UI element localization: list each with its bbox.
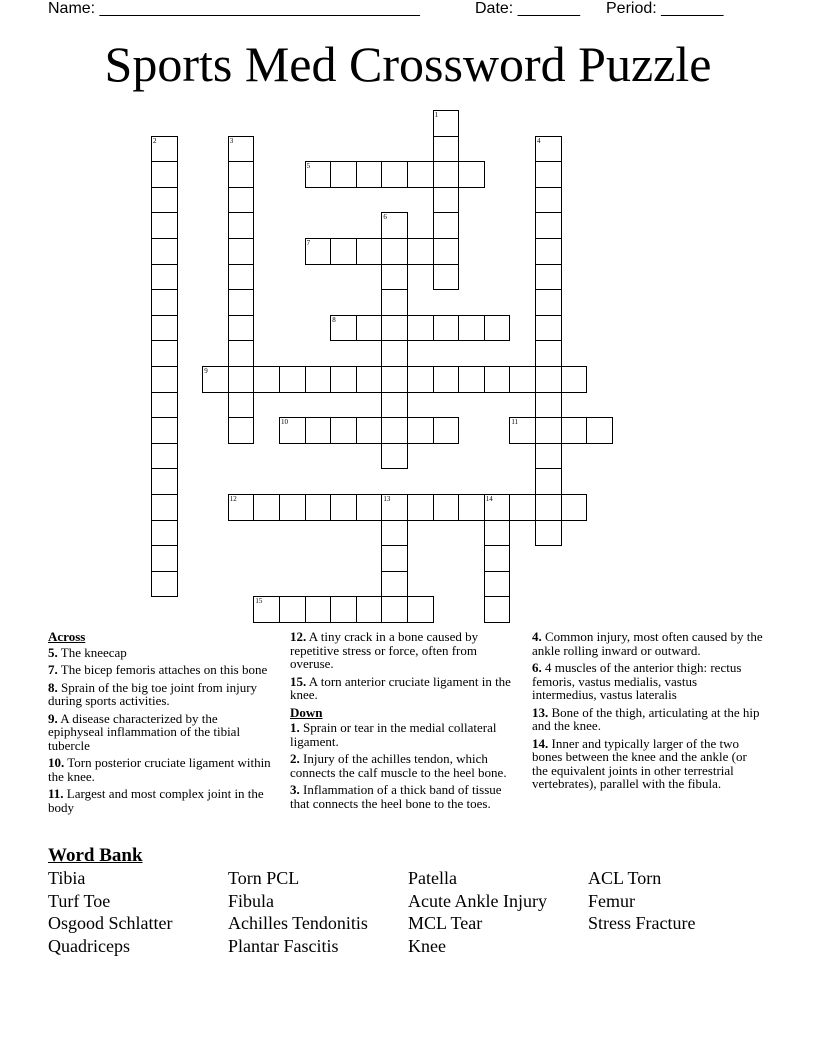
grid-cell[interactable] (586, 417, 613, 444)
grid-cell[interactable] (535, 187, 562, 214)
grid-cell[interactable] (381, 238, 408, 265)
clues-column-3 (532, 630, 764, 795)
grid-cell[interactable] (407, 596, 434, 623)
clues-column-1 (48, 630, 273, 818)
grid-cell[interactable] (253, 494, 280, 521)
grid-cell[interactable] (253, 596, 280, 623)
grid-cell[interactable] (535, 212, 562, 239)
grid-cell[interactable] (433, 417, 460, 444)
date-field[interactable]: Date: _______ (475, 0, 580, 17)
grid-cell[interactable] (433, 110, 460, 137)
cell-number: 3 (229, 136, 234, 145)
grid-cell[interactable] (484, 315, 511, 342)
grid-cell[interactable] (356, 315, 383, 342)
cell-number: 8 (332, 315, 336, 324)
grid-cell[interactable] (458, 494, 485, 521)
grid-cell[interactable] (381, 212, 408, 239)
grid-cell[interactable] (509, 417, 536, 444)
cell-number: 7 (306, 239, 311, 247)
grid-cell[interactable] (381, 417, 408, 444)
grid-cell[interactable] (381, 494, 408, 521)
grid-cell[interactable] (151, 366, 178, 393)
grid-cell[interactable] (151, 494, 178, 521)
grid-cell[interactable] (407, 238, 434, 265)
grid-cell[interactable] (330, 494, 357, 521)
grid-cell[interactable] (305, 417, 332, 444)
grid-cell[interactable] (151, 289, 178, 316)
grid-cell[interactable] (381, 571, 408, 598)
grid-cell[interactable] (330, 596, 357, 623)
grid-cell[interactable] (151, 238, 178, 265)
word-bank-item: Tibia (48, 868, 86, 888)
grid-cell[interactable] (433, 238, 460, 265)
grid-cell[interactable] (228, 264, 255, 291)
cell-number: 10 (281, 418, 288, 427)
grid-cell[interactable] (228, 494, 255, 521)
word-bank-item: Achilles Tendonitis (228, 913, 368, 933)
grid-cell[interactable] (228, 238, 255, 265)
grid-cell[interactable] (509, 494, 536, 521)
cell-number: 6 (383, 213, 387, 222)
grid-cell[interactable] (330, 366, 357, 393)
grid-cell[interactable] (381, 161, 408, 188)
clue-down: 14. Inner and typically larger of the two bones between the knee and the ankle (or the equivalent joints in other terrestrial vertebrates), parallel with the fibula. (532, 735, 747, 791)
grid-cell[interactable] (356, 417, 383, 444)
grid-cell[interactable] (458, 315, 485, 342)
grid-cell[interactable] (433, 315, 460, 342)
cell-number: 13 (383, 495, 391, 503)
word-bank-item: Patella (408, 868, 457, 888)
clue-across: 15. A torn anterior cruciate ligament in the knee. (290, 673, 511, 702)
word-bank-item: Femur (588, 891, 635, 911)
grid-cell[interactable] (151, 340, 178, 367)
clue-down: 3. Inflammation of a thick band of tissue that connects the heel bone to the toes. (290, 782, 502, 811)
grid-cell[interactable] (228, 212, 255, 239)
word-bank-item: Osgood Schlatter (48, 913, 173, 933)
word-bank-item: Torn PCL (228, 868, 300, 888)
page-title: Sports Med Crossword Puzzle (104, 36, 712, 92)
grid-cell[interactable] (535, 136, 562, 163)
grid-cell[interactable] (535, 443, 562, 470)
grid-cell[interactable] (407, 494, 434, 521)
clue-down: 6. 4 muscles of the anterior thigh: rectus femoris, vastus medialis, vastus intermedius, vastus lateralis (532, 660, 742, 702)
grid-cell[interactable] (151, 187, 178, 214)
grid-cell[interactable] (433, 366, 460, 393)
clues-column-2 (290, 630, 515, 814)
grid-cell[interactable] (228, 289, 255, 316)
grid-cell[interactable] (305, 161, 332, 188)
grid-cell[interactable] (228, 187, 255, 214)
grid-cell[interactable] (356, 596, 383, 623)
grid-cell[interactable] (330, 315, 357, 342)
grid-cell[interactable] (305, 494, 332, 521)
grid-cell[interactable] (535, 161, 562, 188)
grid-cell[interactable] (458, 161, 485, 188)
grid-cell[interactable] (356, 366, 383, 393)
grid-cell[interactable] (330, 417, 357, 444)
down-heading: Down (290, 704, 323, 720)
word-bank-item: Stress Fracture (588, 913, 696, 933)
grid-cell[interactable] (535, 520, 562, 547)
period-field[interactable]: Period: _______ (606, 0, 724, 17)
grid-cell[interactable] (151, 520, 178, 547)
cell-number: 5 (306, 162, 311, 171)
grid-cell[interactable] (381, 545, 408, 572)
clue-across: 8. Sprain of the big toe joint from injury during sports activities. (48, 679, 258, 708)
grid-cell[interactable] (279, 494, 306, 521)
grid-cell[interactable] (535, 340, 562, 367)
clue-across: 5. The kneecap (48, 644, 127, 660)
grid-cell[interactable] (228, 366, 255, 393)
grid-cell[interactable] (228, 417, 255, 444)
clue-down: 1. Sprain or tear in the medial collateral ligament. (290, 720, 497, 749)
clue-across: 7. The bicep femoris attaches on this bone (48, 662, 268, 677)
clue-down: 4. Common injury, most often caused by the ankle rolling inward or outward. (532, 629, 763, 658)
cell-number: 4 (537, 136, 541, 145)
name-field[interactable]: Name: ____________________________________ (48, 0, 420, 17)
grid-cell[interactable] (381, 392, 408, 419)
grid-cell[interactable] (433, 212, 460, 239)
grid-cell[interactable] (356, 494, 383, 521)
grid-cell[interactable] (433, 136, 460, 163)
grid-cell[interactable] (407, 366, 434, 393)
grid-cell[interactable] (535, 417, 562, 444)
grid-cell[interactable] (330, 238, 357, 265)
grid-cell[interactable] (381, 520, 408, 547)
grid-cell[interactable] (433, 264, 460, 291)
word-bank-item: Turf Toe (48, 891, 111, 911)
clue-across: 11. Largest and most complex joint in the body (48, 786, 264, 815)
grid-cell[interactable] (305, 596, 332, 623)
cell-number: 11 (511, 418, 519, 427)
grid-cell[interactable] (381, 264, 408, 291)
grid-cell[interactable] (561, 494, 588, 521)
grid-cell[interactable] (151, 161, 178, 188)
grid-cell[interactable] (151, 468, 178, 495)
grid-cell[interactable] (151, 571, 178, 598)
cell-number: 14 (485, 495, 493, 503)
cell-number: 2 (153, 136, 157, 145)
grid-cell[interactable] (151, 443, 178, 470)
grid-cell[interactable] (484, 596, 511, 623)
grid-cell[interactable] (535, 289, 562, 316)
clue-down: 2. Injury of the achilles tendon, which connects the calf muscle to the heel bone. (290, 751, 507, 780)
grid-cell[interactable] (433, 187, 460, 214)
word-bank-item: Knee (408, 936, 446, 956)
clue-across: 10. Torn posterior cruciate ligament within the knee. (48, 755, 271, 784)
cell-number: 12 (229, 495, 237, 503)
across-heading: Across (48, 629, 86, 644)
grid-cell[interactable] (253, 366, 280, 393)
cell-number: 9 (204, 367, 208, 375)
word-bank-item: ACL Torn (588, 868, 662, 888)
grid-cell[interactable] (151, 212, 178, 239)
grid-cell[interactable] (228, 315, 255, 342)
grid-cell[interactable] (535, 264, 562, 291)
grid-cell[interactable] (484, 571, 511, 598)
grid-cell[interactable] (228, 136, 255, 163)
grid-cell[interactable] (381, 443, 408, 470)
grid-cell[interactable] (151, 545, 178, 572)
grid-cell[interactable] (381, 315, 408, 342)
grid-cell[interactable] (535, 366, 562, 393)
grid-cell[interactable] (151, 392, 178, 419)
cell-number: 15 (255, 597, 263, 606)
grid-cell[interactable] (279, 417, 306, 444)
cell-number: 1 (434, 111, 439, 119)
grid-cell[interactable] (484, 494, 511, 521)
word-bank-item: Fibula (228, 891, 275, 911)
grid-cell[interactable] (305, 238, 332, 265)
grid-cell[interactable] (381, 289, 408, 316)
grid-cell[interactable] (484, 545, 511, 572)
grid-cell[interactable] (330, 161, 357, 188)
clue-down: 13. Bone of the thigh, articulating at the hip and the knee. (532, 704, 760, 733)
grid-cell[interactable] (535, 494, 562, 521)
word-bank-title: Word Bank (48, 845, 143, 866)
grid-cell[interactable] (433, 161, 460, 188)
grid-cell[interactable] (535, 238, 562, 265)
grid-cell[interactable] (407, 161, 434, 188)
grid-cell[interactable] (484, 366, 511, 393)
grid-cell[interactable] (381, 340, 408, 367)
clue-across: 12. A tiny crack in a bone caused by repetitive stress or force, often from overuse. (290, 629, 479, 671)
grid-cell[interactable] (561, 366, 588, 393)
grid-cell[interactable] (356, 161, 383, 188)
grid-cell[interactable] (381, 596, 408, 623)
grid-cell[interactable] (381, 366, 408, 393)
grid-cell[interactable] (228, 340, 255, 367)
grid-cell[interactable] (407, 315, 434, 342)
word-bank-item: Plantar Fascitis (228, 936, 339, 956)
grid-cell[interactable] (484, 520, 511, 547)
clue-across: 9. A disease characterized by the epiphyseal inflammation of the tibial tubercle (48, 710, 241, 753)
grid-cell[interactable] (407, 417, 434, 444)
grid-cell[interactable] (561, 417, 588, 444)
grid-cell[interactable] (433, 494, 460, 521)
grid-cell[interactable] (151, 315, 178, 342)
grid-cell[interactable] (279, 596, 306, 623)
grid-cell[interactable] (228, 161, 255, 188)
grid-cell[interactable] (151, 417, 178, 444)
grid-cell[interactable] (535, 468, 562, 495)
word-bank-item: Quadriceps (48, 936, 130, 956)
grid-cell[interactable] (279, 366, 306, 393)
grid-cell[interactable] (509, 366, 536, 393)
grid-cell[interactable] (202, 366, 229, 393)
grid-cell[interactable] (305, 366, 332, 393)
grid-cell[interactable] (356, 238, 383, 265)
word-bank-item: Acute Ankle Injury (408, 891, 547, 911)
grid-cell[interactable] (151, 136, 178, 163)
grid-cell[interactable] (535, 392, 562, 419)
grid-cell[interactable] (458, 366, 485, 393)
word-bank-item: MCL Tear (408, 913, 483, 933)
grid-cell[interactable] (228, 392, 255, 419)
grid-cell[interactable] (535, 315, 562, 342)
grid-cell[interactable] (151, 264, 178, 291)
